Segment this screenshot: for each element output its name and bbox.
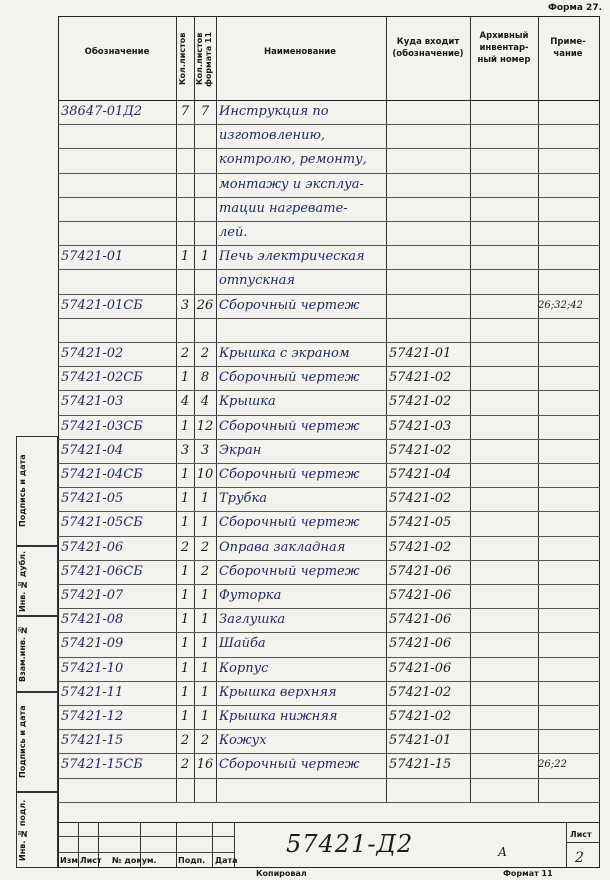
footer-copied: Копировал — [256, 869, 307, 878]
format-cell — [194, 223, 216, 243]
name-cell: Экран — [219, 442, 262, 458]
note-cell: 26;22 — [538, 759, 567, 771]
format-cell: 1 — [200, 491, 210, 507]
enters-cell: 57421-02 — [389, 709, 452, 724]
note-cell — [538, 610, 600, 630]
sheets-cell — [176, 223, 194, 243]
row-divider — [58, 124, 600, 125]
format-cell — [194, 780, 216, 800]
sheets-cell: 2 — [180, 539, 190, 555]
row-divider — [58, 415, 600, 416]
sheets-cell: 1 — [180, 588, 190, 603]
designation-cell: 57421-04 — [61, 442, 124, 458]
side-label-exch-inv: Взам.инв. № — [18, 625, 27, 683]
stamp-list-label: Лист — [80, 856, 102, 865]
enters-cell — [389, 271, 470, 291]
format-cell — [194, 199, 216, 219]
sheets-cell: 2 — [180, 346, 190, 361]
row-divider — [58, 245, 600, 246]
name-cell: отпускная — [219, 273, 296, 289]
row-divider — [58, 632, 600, 633]
note-cell — [538, 150, 600, 170]
designation-cell: 57421-05СБ — [61, 515, 143, 531]
sheets-cell: 1 — [180, 709, 190, 724]
form-label: Форма 27. — [547, 3, 602, 13]
enters-cell: 57421-04 — [389, 467, 452, 482]
sheets-cell: 1 — [180, 684, 190, 700]
sheets-cell — [176, 175, 194, 195]
name-cell: Крышка верхняя — [219, 684, 337, 700]
format-cell: 1 — [200, 612, 210, 628]
note-cell — [538, 441, 600, 461]
row-divider — [58, 584, 600, 585]
sheets-cell: 2 — [180, 757, 190, 773]
note-cell — [538, 731, 600, 751]
enters-cell — [389, 150, 470, 170]
sheets-cell — [176, 780, 194, 800]
name-cell: контролю, ремонту, — [219, 152, 367, 168]
name-cell: Оправа закладная — [219, 539, 346, 555]
name-cell: Крышка — [219, 394, 276, 410]
format-cell: 2 — [200, 346, 210, 361]
side-label-sign-date-2: Подпись и дата — [18, 705, 27, 779]
sheets-cell: 7 — [180, 104, 190, 119]
stamp-sheet-label: Лист — [570, 830, 592, 839]
name-cell: Сборочный чертеж — [219, 757, 360, 773]
note-cell — [538, 368, 600, 388]
designation-cell: 57421-01СБ — [61, 297, 143, 313]
enters-cell — [389, 247, 470, 267]
designation-cell: 57421-06 — [61, 539, 124, 555]
stamp-izm-label: Изм — [60, 856, 78, 865]
designation-cell: 57421-06СБ — [61, 563, 143, 579]
sheets-cell — [176, 126, 194, 146]
enters-cell — [389, 175, 470, 195]
row-divider — [58, 729, 600, 730]
footer-format: Формат 11 — [503, 869, 553, 878]
designation-cell: 38647-01Д2 — [61, 104, 143, 119]
format-cell — [194, 150, 216, 170]
header-note: Приме- чание — [550, 37, 586, 59]
note-cell — [538, 417, 600, 437]
enters-cell: 57421-01 — [389, 733, 452, 749]
designation-cell: 57421-02 — [61, 346, 124, 361]
side-label-orig-inv: Инв. № подл. — [18, 799, 27, 861]
row-divider — [58, 608, 600, 609]
enters-cell — [389, 223, 470, 243]
enters-cell: 57421-02 — [389, 539, 452, 555]
name-cell: Корпус — [219, 660, 269, 676]
designation-cell: 57421-04СБ — [61, 467, 143, 482]
column-divider — [470, 16, 471, 802]
designation-cell: 57421-12 — [61, 709, 124, 724]
note-cell — [538, 126, 600, 146]
row-divider — [58, 173, 600, 174]
format-cell: 12 — [196, 418, 214, 434]
format-cell: 3 — [200, 442, 210, 458]
name-cell: Заглушка — [219, 612, 286, 628]
format-cell: 1 — [200, 709, 210, 724]
row-divider — [58, 753, 600, 754]
sheets-cell: 1 — [180, 612, 190, 628]
enters-cell: 57421-02 — [389, 370, 452, 386]
format-cell: 1 — [200, 588, 210, 603]
designation-cell — [61, 780, 176, 800]
name-cell: Сборочный чертеж — [219, 297, 360, 313]
header-name: Наименование — [264, 47, 336, 57]
stamp-doc-no-label: № докум. — [112, 856, 157, 865]
row-divider — [58, 681, 600, 682]
row-divider — [58, 536, 600, 537]
row-divider — [58, 269, 600, 270]
header-enters: Куда входит (обозначение) — [392, 37, 464, 59]
format-cell: 8 — [200, 370, 210, 386]
row-divider — [58, 148, 600, 149]
name-cell: лей. — [219, 225, 248, 240]
note-cell — [538, 223, 600, 243]
note-cell — [538, 634, 600, 654]
row-divider — [58, 487, 600, 488]
enters-cell: 57421-02 — [389, 491, 452, 507]
sheets-cell: 1 — [180, 563, 190, 579]
row-divider — [58, 294, 600, 295]
designation-cell — [61, 223, 176, 243]
stamp-row-line — [58, 836, 234, 837]
enters-cell — [389, 199, 470, 219]
note-cell — [538, 562, 600, 582]
note-cell — [538, 707, 600, 727]
enters-cell — [389, 126, 470, 146]
row-divider — [58, 705, 600, 706]
header-format: Кол.листов формата 11 — [195, 31, 213, 87]
format-cell — [194, 320, 216, 340]
format-cell: 26 — [196, 297, 214, 313]
name-cell: изготовлению, — [219, 128, 326, 144]
designation-cell: 57421-02СБ — [61, 370, 143, 386]
column-divider — [386, 16, 387, 802]
format-cell: 4 — [200, 394, 210, 410]
name-cell: тации нагревате- — [219, 200, 348, 216]
header-sheets: Кол.листов — [178, 32, 187, 86]
stamp-sign-label: Подп. — [178, 856, 206, 865]
note-cell — [538, 780, 600, 800]
sheets-cell: 1 — [180, 370, 190, 386]
designation-cell: 57421-03 — [61, 394, 124, 410]
enters-cell: 57421-06 — [389, 636, 452, 652]
enters-cell — [389, 320, 470, 340]
stamp-col-line — [212, 822, 213, 868]
designation-cell: 57421-08 — [61, 612, 124, 628]
side-label-dup-inv: Инв. № дубл. — [18, 550, 27, 612]
enters-cell: 57421-02 — [389, 442, 452, 458]
stamp-mark: А — [498, 845, 508, 859]
column-divider — [176, 16, 177, 802]
sheets-cell: 1 — [180, 491, 190, 507]
name-cell: Инструкция по — [219, 104, 329, 119]
name-cell: Сборочный чертеж — [219, 515, 360, 531]
designation-cell: 57421-07 — [61, 588, 124, 603]
name-cell: Шайба — [219, 636, 266, 652]
format-cell: 1 — [200, 636, 210, 652]
name-cell: Сборочный чертеж — [219, 370, 360, 386]
row-divider — [58, 318, 600, 319]
designation-cell: 57421-15СБ — [61, 757, 143, 773]
stamp-row-line — [58, 852, 234, 853]
enters-cell: 57421-05 — [389, 515, 452, 531]
designation-cell — [61, 199, 176, 219]
designation-cell: 57421-11 — [61, 684, 124, 700]
format-cell — [194, 271, 216, 291]
format-cell: 1 — [200, 660, 210, 676]
note-cell — [538, 102, 600, 122]
designation-cell: 57421-15 — [61, 733, 124, 749]
note-cell — [538, 683, 600, 703]
column-divider — [538, 16, 539, 802]
format-cell: 16 — [196, 757, 214, 773]
format-cell — [194, 126, 216, 146]
note-cell — [538, 199, 600, 219]
name-cell: Печь электрическая — [219, 249, 365, 265]
enters-cell — [389, 102, 470, 122]
header-divider — [58, 100, 600, 101]
note-cell — [538, 489, 600, 509]
name-cell: монтажу и эксплуа- — [219, 176, 364, 192]
enters-cell: 57421-01 — [389, 346, 452, 361]
sheets-cell: 1 — [180, 515, 190, 531]
name-cell: Футорка — [219, 588, 282, 603]
enters-cell: 57421-03 — [389, 418, 452, 434]
format-cell: 1 — [200, 684, 210, 700]
row-divider — [58, 439, 600, 440]
format-cell: 2 — [200, 563, 210, 579]
stamp-sheet-line — [566, 842, 600, 843]
sheets-cell: 1 — [180, 467, 190, 482]
row-divider — [58, 221, 600, 222]
sheets-cell: 3 — [180, 297, 190, 313]
note-cell — [538, 513, 600, 533]
row-divider — [58, 778, 600, 779]
name-cell: Крышка с экраном — [219, 346, 350, 361]
note-cell — [538, 538, 600, 558]
note-cell: 26;32;42 — [538, 299, 583, 311]
enters-cell: 57421-02 — [389, 684, 452, 700]
format-cell: 1 — [200, 515, 210, 531]
note-cell — [538, 659, 600, 679]
note-cell — [538, 271, 600, 291]
sheets-cell — [176, 271, 194, 291]
designation-cell — [61, 175, 176, 195]
enters-cell — [389, 296, 470, 316]
format-cell: 1 — [200, 249, 210, 265]
format-cell: 2 — [200, 733, 210, 749]
row-divider — [58, 657, 600, 658]
sheets-cell — [176, 320, 194, 340]
document-code: 57421-Д2 — [286, 830, 414, 858]
sheets-cell: 1 — [180, 418, 190, 434]
row-divider — [58, 560, 600, 561]
designation-cell — [61, 126, 176, 146]
stamp-date-label: Дата — [215, 856, 238, 865]
sheets-cell: 2 — [180, 733, 190, 749]
sheets-cell: 4 — [180, 394, 190, 410]
sheets-cell: 1 — [180, 660, 190, 676]
header-archive: Архивный инвентар- ный номер — [477, 31, 531, 65]
enters-cell: 57421-06 — [389, 612, 452, 628]
format-cell — [194, 175, 216, 195]
row-divider — [58, 366, 600, 367]
designation-cell: 57421-10 — [61, 660, 124, 676]
designation-cell — [61, 271, 176, 291]
designation-cell: 57421-09 — [61, 636, 124, 652]
sheets-cell: 3 — [180, 442, 190, 458]
name-cell: Сборочный чертеж — [219, 563, 360, 579]
sheets-cell: 1 — [180, 636, 190, 652]
row-divider — [58, 463, 600, 464]
note-cell — [538, 586, 600, 606]
sheets-cell — [176, 199, 194, 219]
column-divider — [194, 16, 195, 802]
note-cell — [538, 175, 600, 195]
designation-cell — [61, 150, 176, 170]
row-divider — [58, 197, 600, 198]
sheets-cell — [176, 150, 194, 170]
header-designation: Обозначение — [84, 47, 150, 57]
name-cell: Трубка — [219, 491, 267, 507]
enters-cell: 57421-06 — [389, 563, 452, 579]
name-cell: Сборочный чертеж — [219, 418, 360, 434]
stamp-sheet-divider — [566, 822, 567, 868]
note-cell — [538, 465, 600, 485]
designation-cell: 57421-01 — [61, 249, 124, 265]
name-cell: Кожух — [219, 733, 267, 749]
format-cell: 2 — [200, 539, 210, 555]
note-cell — [538, 392, 600, 412]
enters-cell: 57421-15 — [389, 757, 452, 773]
row-divider — [58, 511, 600, 512]
enters-cell: 57421-06 — [389, 588, 452, 603]
note-cell — [538, 247, 600, 267]
enters-cell — [389, 780, 470, 800]
stamp-sheet-number: 2 — [575, 850, 584, 866]
designation-cell: 57421-03СБ — [61, 418, 143, 434]
name-cell — [219, 320, 386, 340]
stamp-col-line — [78, 822, 79, 868]
row-divider — [58, 390, 600, 391]
enters-cell: 57421-02 — [389, 394, 452, 410]
note-cell — [538, 320, 600, 340]
sheets-cell: 1 — [180, 249, 190, 265]
name-cell: Крышка нижняя — [219, 709, 338, 724]
name-cell — [219, 780, 386, 800]
stamp-col-line — [176, 822, 177, 868]
designation-cell: 57421-05 — [61, 491, 124, 507]
enters-cell: 57421-06 — [389, 660, 452, 676]
format-cell: 7 — [200, 104, 210, 119]
side-label-sign-date-1: Подпись и дата — [18, 454, 27, 528]
name-cell: Сборочный чертеж — [219, 467, 360, 482]
row-divider — [58, 802, 600, 803]
format-cell: 10 — [196, 467, 214, 482]
note-cell — [538, 344, 600, 364]
row-divider — [58, 342, 600, 343]
column-divider — [216, 16, 217, 802]
designation-cell — [61, 320, 176, 340]
